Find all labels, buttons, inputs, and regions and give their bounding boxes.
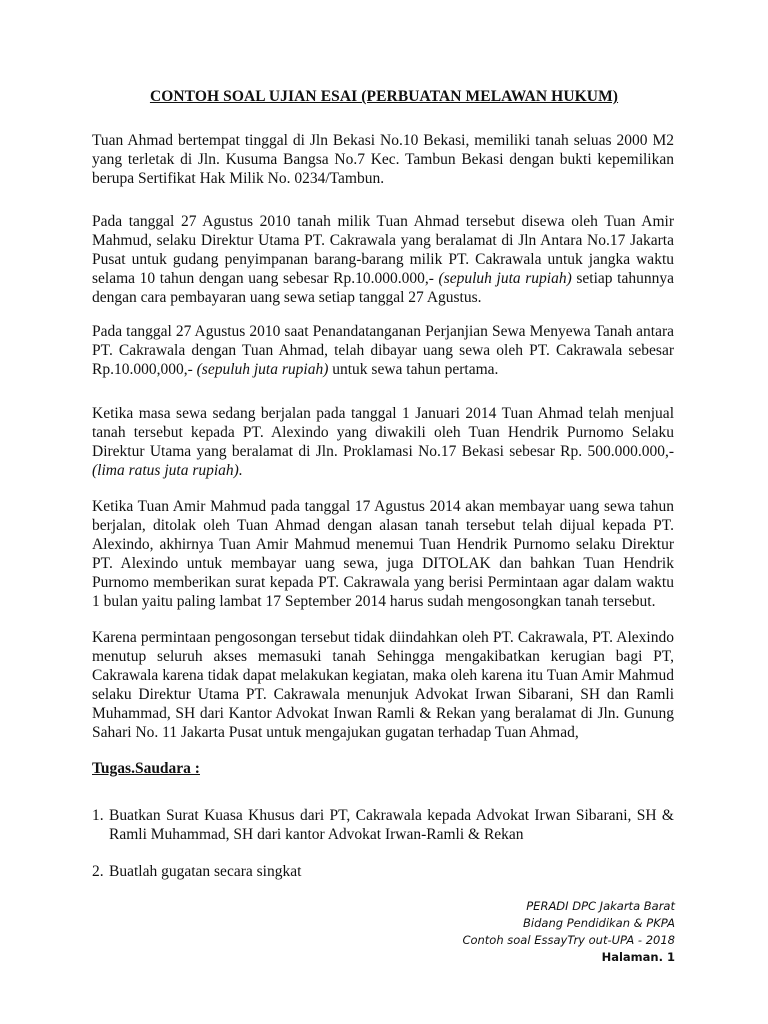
paragraph-2-text: Pada tanggal 27 Agustus 2010 tanah milik Tuan Ahmad tersebut disewa oleh Tuan Amir Mahmud, selaku Direktur Utama PT. Cakrawala yang beralamat di Jln Antara No.17 Jakarta Pusat untuk gudang penyimpanan barang-barang milik PT. Cakrawala untuk jangka waktu selama 10 tahun dengan uang sebesar Rp.10.000.000,- [92, 213, 674, 287]
paragraph-4-text: Ketika masa sewa sedang berjalan pada tanggal 1 Januari 2014 Tuan Ahmad telah menjual tanah tersebut kepada PT. Alexindo yang diwakili oleh Tuan Hendrik Purnomo Selaku Direktur Utama yang beralamat di Jln. Proklamasi No.17 Bekasi sebesar Rp. 500.000.000,- [92, 405, 674, 460]
tasks-heading: Tugas.Saudara : [92, 760, 200, 777]
paragraph-4 [92, 404, 674, 480]
paragraph-3-text: Pada tanggal 27 Agustus 2010 saat Penandatanganan Perjanjian Sewa Menyewa Tanah antara PT. Cakrawala dengan Tuan Ahmad, telah dibayar uang sewa oleh PT. Cakrawala sebesar Rp.10.000,000,- [92, 323, 674, 378]
task-number: 1. [92, 807, 104, 824]
paragraph-4-italic: (lima ratus juta rupiah). [92, 462, 243, 479]
task-text: Buatkan Surat Kuasa Khusus dari PT, Cakrawala kepada Advokat Irwan Sibarani, SH & Ramli Muhammad, SH dari kantor Advokat Irwan-Ramli & Rekan [109, 807, 674, 843]
task-item-2 [92, 862, 674, 881]
paragraph-2 [92, 212, 674, 307]
page-number: Halaman. 1 [601, 950, 675, 964]
paragraph-2-text-end: setiap tahunnya dengan cara pembayaran uang sewa setiap tanggal 27 Agustus. [92, 270, 674, 306]
footer-department: Bidang Pendidikan & PKPA [523, 916, 675, 930]
task-number: 2. [92, 863, 104, 880]
task-item-1 [92, 806, 674, 844]
document-title: CONTOH SOAL UJIAN ESAI (PERBUATAN MELAWAN HUKUM) [149, 88, 619, 105]
paragraph-3-text-end: untuk sewa tahun pertama. [328, 361, 499, 378]
document-footer [462, 898, 675, 966]
paragraph-2-italic: (sepuluh juta rupiah) [438, 270, 572, 287]
paragraph-1: Tuan Ahmad bertempat tinggal di Jln Bekasi No.10 Bekasi, memiliki tanah seluas 2000 M2 yang terletak di Jln. Kusuma Bangsa No.7 Kec. Tambun Bekasi dengan bukti kepemilikan berupa Sertifikat Hak Milik No. 0234/Tambun. [92, 132, 674, 187]
paragraph-3 [92, 322, 674, 379]
footer-organization: PERADI DPC Jakarta Barat [526, 899, 675, 913]
footer-document-name: Contoh soal EssayTry out-UPA - 2018 [462, 933, 675, 947]
paragraph-6: Karena permintaan pengosongan tersebut tidak diindahkan oleh PT. Cakrawala, PT. Alexindo menutup seluruh akses memasuki tanah Sehingga mengakibatkan kerugian bagi PT, Cakrawala karena tidak dapat melakukan kegiatan, maka oleh karena itu Tuan Amir Mahmud selaku Direktur Utama PT. Cakrawala menunjuk Advokat Irwan Sibarani, SH dan Ramli Muhammad, SH dari Kantor Advokat Inwan Ramli & Rekan yang beralamat di Jln. Gunung Sahari No. 11 Jakarta Pusat untuk mengajukan gugatan terhadap Tuan Ahmad, [92, 629, 674, 741]
task-text: Buatlah gugatan secara singkat [109, 863, 302, 880]
paragraph-5: Ketika Tuan Amir Mahmud pada tanggal 17 Agustus 2014 akan membayar uang sewa tahun berjalan, ditolak oleh Tuan Ahmad dengan alasan tanah tersebut telah dijual kepada PT. Alexindo, akhirnya Tuan Amir Mahmud menemui Tuan Hendrik Purnomo selaku Direktur PT. Alexindo untuk membayar uang sewa, juga DITOLAK dan bahkan Tuan Hendrik Purnomo memberikan surat kepada PT. Cakrawala yang berisi Permintaan agar dalam waktu 1 bulan yaitu paling lambat 17 September 2014 harus sudah mengosongkan tanah tersebut. [92, 498, 674, 610]
paragraph-3-italic: (sepuluh juta rupiah) [196, 361, 329, 378]
